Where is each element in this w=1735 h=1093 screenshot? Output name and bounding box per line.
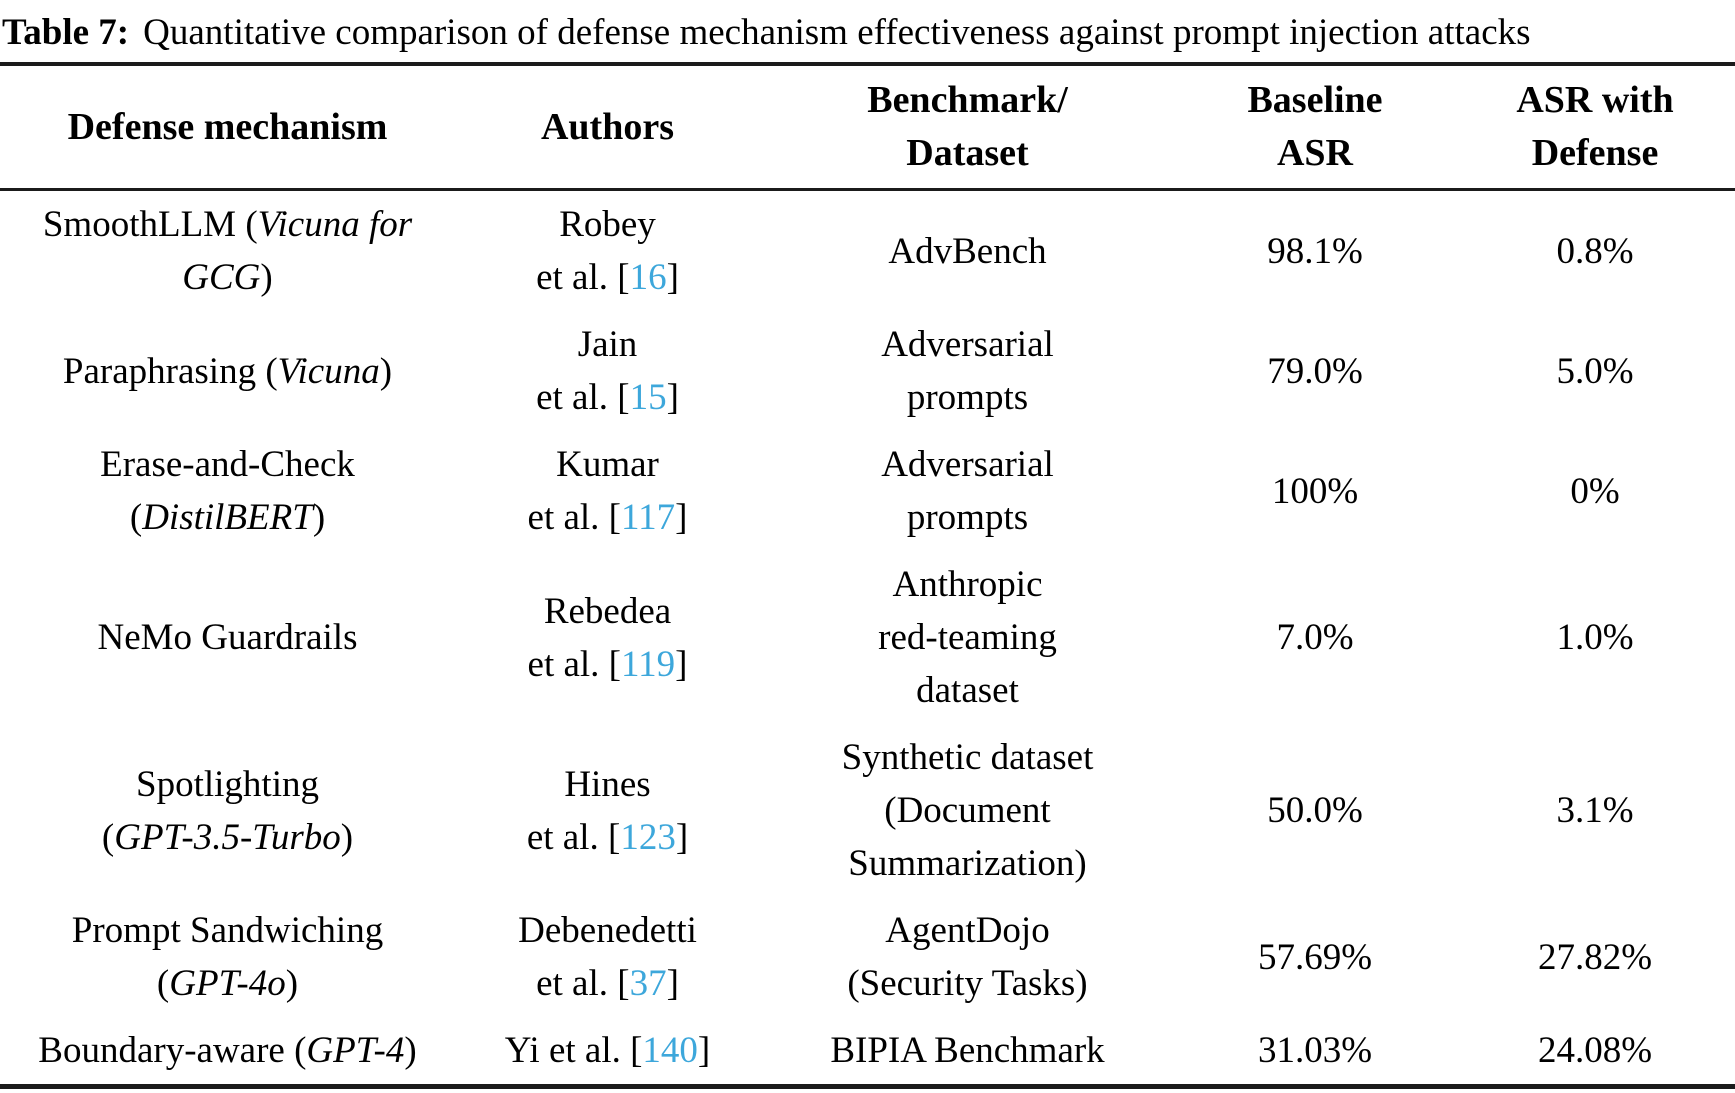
table-row (0, 724, 1735, 897)
authors-cell (455, 431, 760, 551)
model-name: GCG (182, 257, 261, 298)
table-row (0, 190, 1735, 312)
defense-mechanism-cell: SmoothLLM (Vicuna for GCG) (42, 204, 413, 298)
citation-link[interactable]: 15 (629, 377, 667, 418)
table-row (0, 897, 1735, 1017)
defense-comparison-table (0, 62, 1735, 1089)
baseline-asr-cell: 7.0% (1276, 617, 1354, 658)
author-name: Robey (559, 204, 656, 245)
col-header-asr-with-defense: ASR with Defense (1455, 64, 1735, 190)
asr-with-defense-cell: 1.0% (1556, 617, 1634, 658)
asr-with-defense-cell: 27.82% (1537, 936, 1653, 978)
authors-cell (455, 311, 760, 431)
citation-link[interactable]: 16 (629, 257, 667, 298)
author-etal: et al. [119] (527, 643, 688, 685)
table-row (0, 431, 1735, 551)
table-row (0, 551, 1735, 724)
baseline-asr-cell: 98.1% (1267, 230, 1363, 272)
table-caption-text: Quantitative comparison of defense mechanism effectiveness against prompt injection attacks (143, 12, 1531, 53)
table-caption-label: Table 7: (2, 12, 130, 53)
model-name: GPT-4 (306, 1030, 405, 1071)
citation-link[interactable]: 140 (642, 1030, 698, 1071)
table-row (0, 311, 1735, 431)
citation-link[interactable]: 123 (620, 816, 676, 858)
citation-link[interactable]: 119 (621, 643, 676, 685)
author-etal: Yi et al. [140] (504, 1030, 711, 1071)
col-header-authors: Authors (455, 64, 760, 190)
benchmark-cell: Adversarial prompts (881, 324, 1054, 418)
table-row (0, 1017, 1735, 1087)
benchmark-cell: BIPIA Benchmark (760, 1017, 1175, 1087)
benchmark-cell: Synthetic dataset (Document Summarization) (841, 737, 1094, 884)
asr-with-defense-cell: 3.1% (1556, 790, 1634, 831)
col-header-defense-mechanism: Defense mechanism (0, 64, 455, 190)
asr-with-defense-cell: 0% (1570, 470, 1620, 512)
baseline-asr-cell: 79.0% (1267, 350, 1363, 392)
asr-with-defense-cell: 24.08% (1455, 1017, 1735, 1087)
defense-mechanism-cell: Prompt Sandwiching (GPT-4o) (71, 910, 384, 1004)
defense-mechanism-cell: Spotlighting (GPT-3.5-Turbo) (101, 763, 354, 858)
defense-mechanism-cell: Paraphrasing (Vicuna) (62, 350, 393, 392)
authors-cell (455, 724, 760, 897)
defense-mechanism-cell: Erase-and-Check (DistilBERT) (100, 444, 355, 538)
benchmark-cell: AdvBench (888, 230, 1047, 272)
author-name: Rebedea (543, 590, 672, 632)
asr-with-defense-cell: 5.0% (1556, 350, 1634, 392)
authors-cell (455, 551, 760, 724)
citation-link[interactable]: 37 (629, 963, 667, 1004)
model-name: DistilBERT (142, 497, 313, 538)
baseline-asr-cell: 57.69% (1257, 936, 1373, 978)
author-etal: et al. [123] (526, 816, 689, 858)
benchmark-cell: Anthropic red-teaming dataset (878, 564, 1057, 711)
author-name: Hines (564, 763, 651, 805)
author-name: Kumar (556, 444, 659, 485)
author-name: Debenedetti (518, 910, 697, 951)
author-etal: et al. [16] (536, 257, 679, 298)
author-name: Jain (577, 324, 638, 365)
defense-mechanism-cell: NeMo Guardrails (97, 617, 358, 658)
model-name: Vicuna for (257, 204, 413, 245)
baseline-asr-cell: 100% (1271, 470, 1359, 512)
baseline-asr-cell: 50.0% (1267, 790, 1363, 831)
header-row (0, 64, 1735, 190)
baseline-asr-cell: 31.03% (1175, 1017, 1455, 1087)
col-header-benchmark-dataset: Benchmark/ Dataset (760, 64, 1175, 190)
authors-cell (455, 190, 760, 312)
model-name: Vicuna (277, 350, 380, 392)
model-name: GPT-3.5-Turbo (114, 816, 341, 858)
benchmark-cell: AgentDojo (Security Tasks) (847, 910, 1088, 1004)
author-etal: et al. [15] (536, 377, 679, 418)
authors-cell (455, 897, 760, 1017)
author-etal: et al. [37] (536, 963, 679, 1004)
table-caption (0, 0, 1735, 62)
model-name: GPT-4o (169, 963, 286, 1004)
author-etal: et al. [117] (527, 497, 688, 538)
col-header-baseline-asr: Baseline ASR (1175, 64, 1455, 190)
benchmark-cell: Adversarial prompts (881, 444, 1054, 538)
defense-mechanism-cell: Boundary-aware (GPT-4) (0, 1017, 455, 1087)
asr-with-defense-cell: 0.8% (1556, 230, 1634, 272)
authors-cell (455, 1017, 760, 1087)
citation-link[interactable]: 117 (621, 497, 676, 538)
